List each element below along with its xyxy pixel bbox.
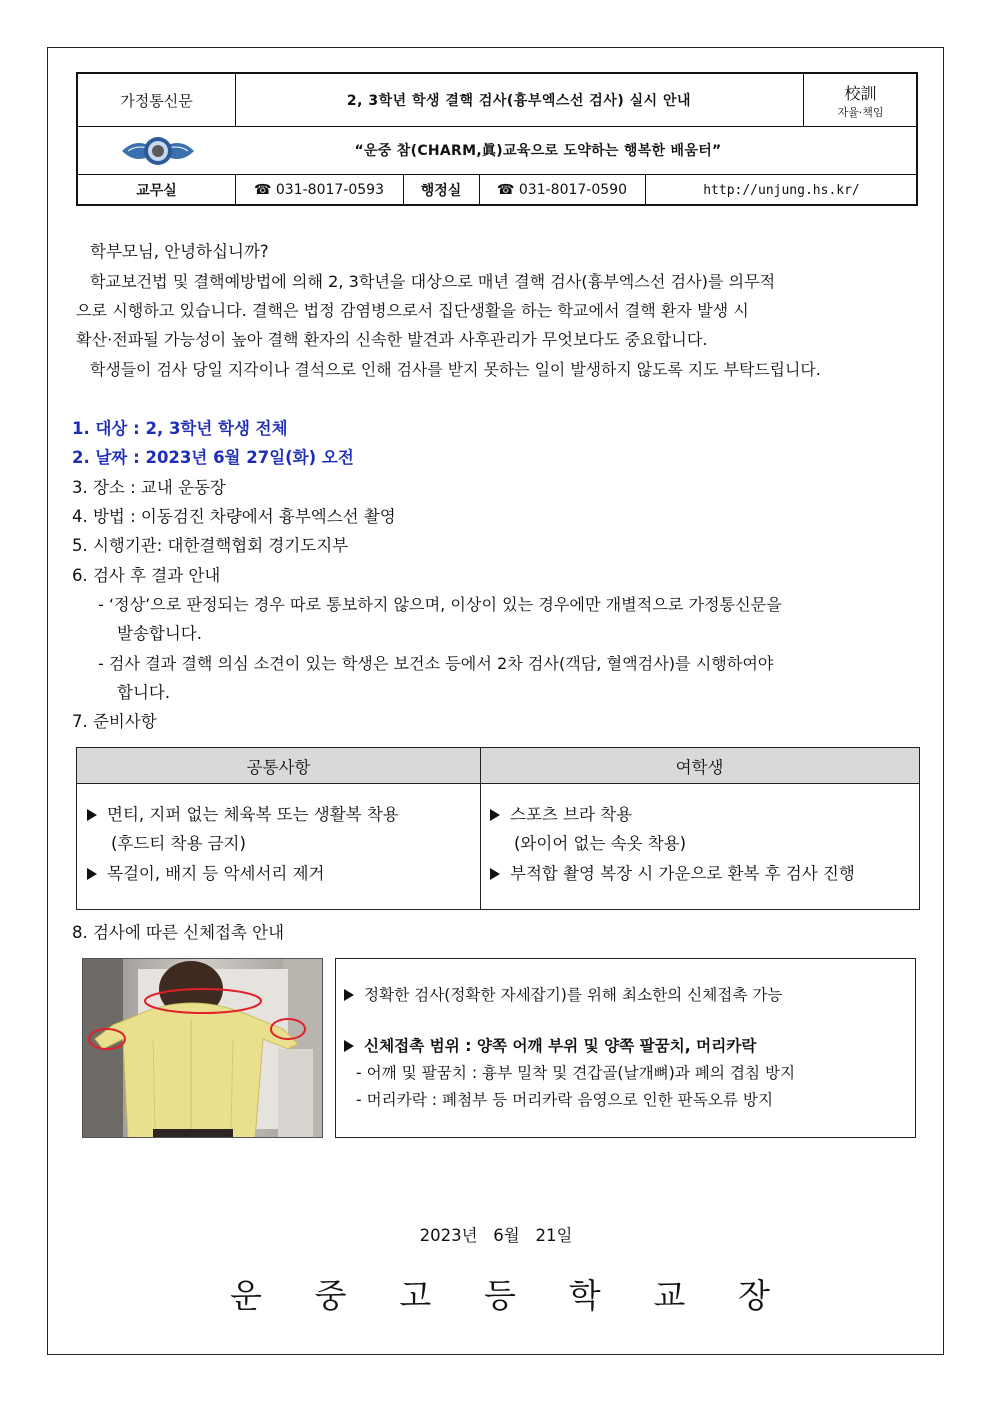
contact-note-2: 신체접촉 범위 : 양쪽 어깨 부위 및 양쪽 팔꿈치, 머리카락 — [344, 1032, 756, 1061]
female-item-2: 부적합 촬영 복장 시 가운으로 환복 후 검사 진행 — [490, 859, 855, 888]
item-result-notice: 6. 검사 후 결과 안내 — [72, 566, 221, 585]
academic-office-phone: ☎ 031-8017-0593 — [254, 182, 384, 198]
intro-paragraph-line-3: 확산·전파될 가능성이 높아 결핵 환자의 신속한 발견과 사후관리가 무엇보다도 중요합니다. — [76, 330, 708, 349]
contact-note-4: - 머리카락 : 폐첨부 등 머리카락 음영으로 인한 판독오류 방지 — [356, 1091, 774, 1109]
contact-note-1: 정확한 검사(정확한 자세잡기)를 위해 최소한의 신체접촉 가능 — [344, 981, 783, 1010]
contact-note-3: - 어깨 및 팔꿈치 : 흉부 밀착 및 견갑골(날개뼈)과 폐의 겹침 방지 — [356, 1064, 796, 1082]
item-target: 1. 대상 : 2, 3학년 학생 전체 — [72, 419, 288, 438]
greeting: 학부모님, 안녕하십니까? — [90, 242, 269, 261]
bullet-triangle-icon — [87, 868, 97, 880]
common-item-2: 목걸이, 배지 등 악세서리 제거 — [87, 859, 325, 888]
bullet-triangle-icon — [490, 868, 500, 880]
bullet-triangle-icon — [344, 989, 354, 1001]
bullet-triangle-icon — [490, 809, 500, 821]
female-item-1: 스포츠 브라 착용 — [490, 800, 632, 829]
school-slogan: “운중 참(CHARM,眞)교육으로 도약하는 행복한 배움터” — [354, 143, 722, 159]
female-item-1-note: (와이어 없는 속옷 착용) — [514, 834, 687, 853]
school-motto: 자율·책임 — [837, 105, 884, 119]
newsletter-label: 가정통신문 — [120, 91, 193, 110]
bullet-triangle-icon — [344, 1040, 354, 1052]
female-items-header: 여학생 — [480, 748, 919, 784]
preparation-table — [76, 747, 920, 910]
result-note-2-line-1: - 검사 결과 결핵 의심 소견이 있는 학생은 보건소 등에서 2차 검사(객담, 혈액검사)를 시행하여야 — [98, 654, 774, 673]
result-note-1-line-2: 발송합니다. — [117, 624, 202, 643]
item-method: 4. 방법 : 이동검진 차량에서 흉부엑스선 촬영 — [72, 507, 396, 526]
principal-signature: 운 중 고 등 학 교 장 — [230, 1276, 770, 1315]
newsletter-header — [76, 72, 918, 206]
academic-office-label: 교무실 — [136, 183, 177, 199]
result-note-2-line-2: 합니다. — [117, 683, 171, 702]
admin-office-phone: ☎ 031-8017-0590 — [497, 182, 627, 198]
school-website-link[interactable]: http://unjung.hs.kr/ — [703, 182, 860, 198]
document-title: 2, 3학년 학생 결핵 검사(흉부엑스선 검사) 실시 안내 — [346, 93, 692, 109]
bullet-triangle-icon — [87, 809, 97, 821]
body-contact-info-box — [335, 958, 916, 1138]
issue-date: 2023년 6월 21일 — [419, 1226, 573, 1245]
intro-paragraph-line-2: 으로 시행하고 있습니다. 결핵은 법정 감염병으로서 집단생활을 하는 학교에서 결핵 환자 발생 시 — [76, 301, 749, 320]
intro-paragraph-2: 학생들이 검사 당일 지각이나 결석으로 인해 검사를 받지 못하는 일이 발생하지 않도록 지도 부탁드립니다. — [90, 360, 821, 379]
school-emblem-icon — [118, 130, 198, 172]
item-agency: 5. 시행기관: 대한결핵협회 경기도지부 — [72, 536, 349, 555]
item-location: 3. 장소 : 교내 운동장 — [72, 478, 226, 497]
admin-office-label: 행정실 — [420, 183, 462, 199]
common-item-1-note: (후드티 착용 금지) — [111, 834, 246, 853]
school-motto-title: 校訓 — [844, 83, 877, 103]
intro-paragraph-line-1: 학교보건법 및 결핵예방법에 의해 2, 3학년을 대상으로 매년 결핵 검사(흉부엑스선 검사)를 의무적 — [90, 272, 776, 291]
common-items-header: 공통사항 — [77, 748, 480, 784]
item-date: 2. 날짜 : 2023년 6월 27일(화) 오전 — [72, 448, 354, 467]
result-note-1-line-1: - ‘정상’으로 판정되는 경우 따로 통보하지 않으며, 이상이 있는 경우에만 개별적으로 가정통신문을 — [98, 595, 782, 614]
item-body-contact: 8. 검사에 따른 신체접촉 안내 — [72, 923, 285, 942]
xray-posture-photo — [82, 958, 323, 1138]
item-preparation: 7. 준비사항 — [72, 712, 157, 731]
common-item-1: 면티, 지퍼 없는 체육복 또는 생활복 착용 — [87, 800, 399, 829]
